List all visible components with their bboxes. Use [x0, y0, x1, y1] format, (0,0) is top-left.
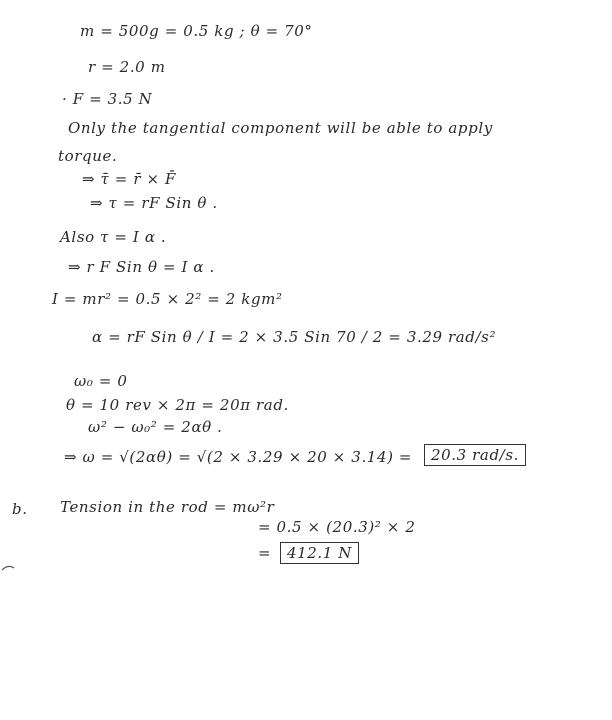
given-mass-line: m = 500g = 0.5 kg ; θ = 70°	[80, 22, 313, 40]
theta-equation-line: θ = 10 rev × 2π = 20π rad.	[66, 396, 289, 414]
margin-stroke	[0, 562, 16, 572]
explanation-line-2: torque.	[58, 147, 118, 165]
equate-torque-line: ⇒ r F Sin θ = I α .	[68, 258, 215, 276]
tension-answer-prefix: =	[258, 544, 272, 562]
tension-substitution-line: = 0.5 × (20.3)² × 2	[258, 518, 416, 536]
given-force-line: · F = 3.5 N	[62, 90, 153, 108]
tension-answer-box: 412.1 N	[280, 542, 359, 564]
tension-equation-line: Tension in the rod = mω²r	[60, 498, 275, 516]
alpha-equation-line: α = rF Sin θ / I = 2 × 3.5 Sin 70 / 2 = 3.29 rad/s²	[92, 328, 497, 346]
also-torque-line: Also τ = I α .	[60, 228, 167, 246]
given-radius-line: r = 2.0 m	[88, 58, 166, 76]
torque-vector-line: ⇒ τ̄ = r̄ × F̄	[82, 170, 177, 188]
torque-scalar-line: ⇒ τ = rF Sin θ .	[90, 194, 218, 212]
omega-equation-line: ⇒ ω = √(2αθ) = √(2 × 3.29 × 20 × 3.14) =	[64, 448, 413, 466]
moment-inertia-line: I = mr² = 0.5 × 2² = 2 kgm²	[52, 290, 283, 308]
omega-zero-line: ω₀ = 0	[74, 372, 128, 390]
part-b-label: b.	[12, 500, 28, 518]
omega-answer-box: 20.3 rad/s.	[424, 444, 526, 466]
kinematic-equation-line: ω² − ω₀² = 2αθ .	[88, 418, 223, 436]
explanation-line-1: Only the tangential component will be able to apply	[68, 119, 493, 137]
